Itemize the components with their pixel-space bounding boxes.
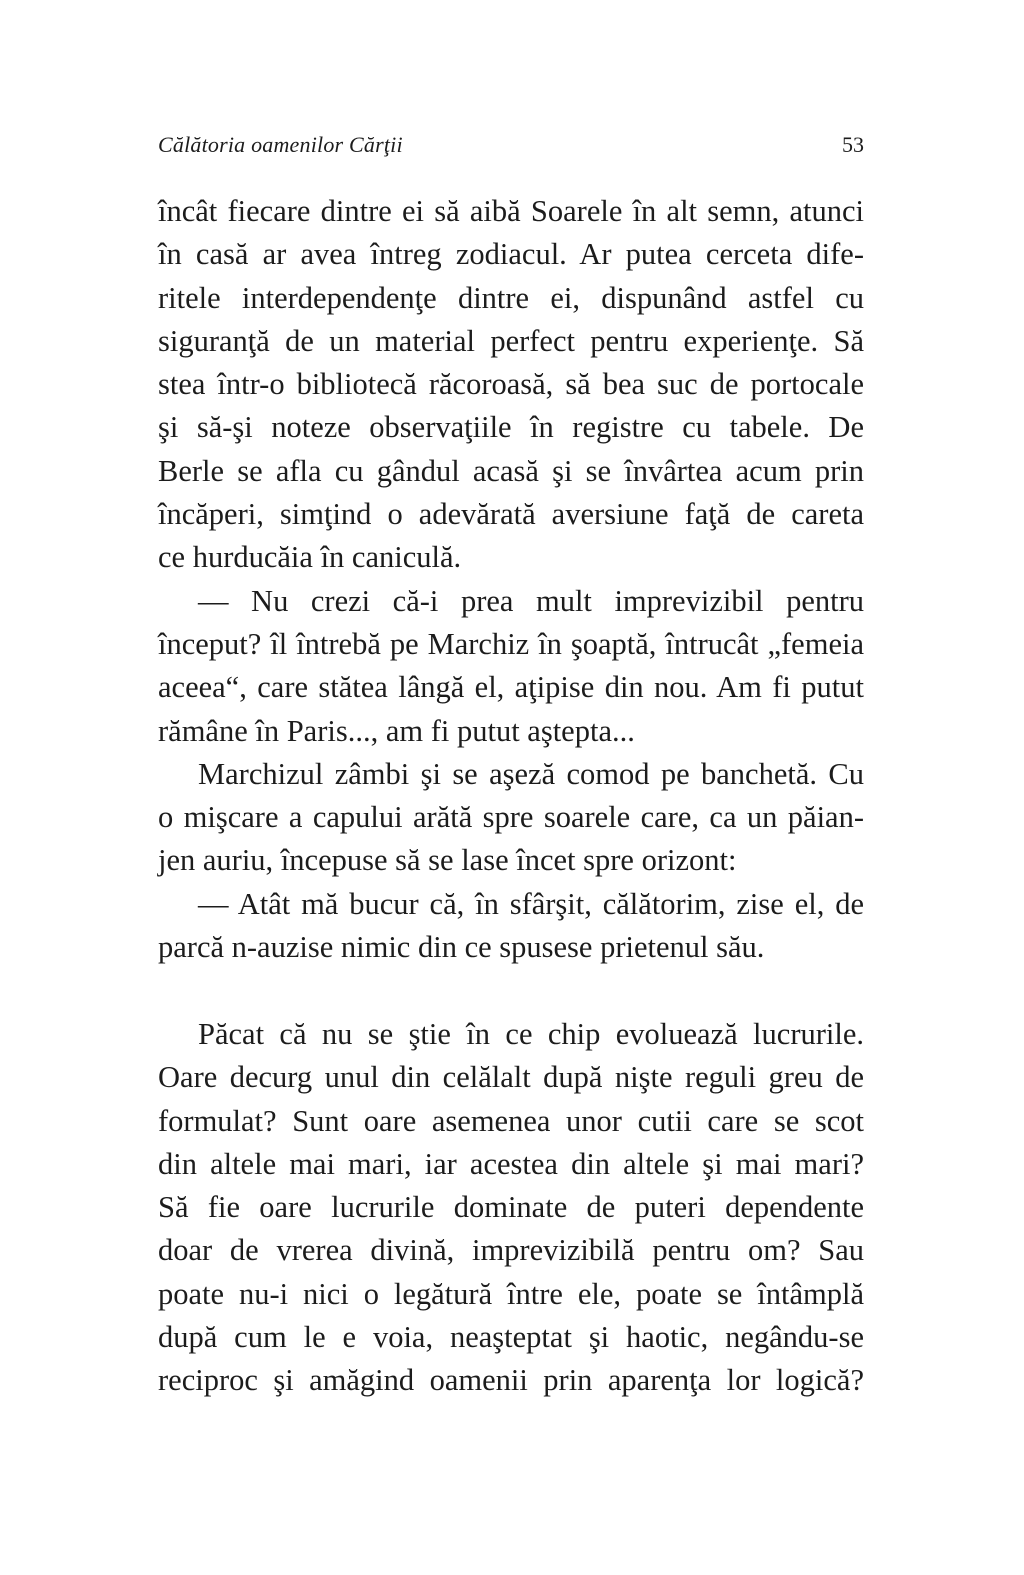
text-line: formulat? Sunt oare asemenea unor cutii care se scot bbox=[158, 1103, 864, 1138]
text-line: Berle se afla cu gândul acasă şi se învârtea acum prin bbox=[158, 453, 864, 488]
text-line: şi să-şi noteze observaţiile în registre cu tabele. De bbox=[158, 410, 864, 445]
text-line: în casă ar avea întreg zodiacul. Ar putea cerceta dife- bbox=[158, 237, 864, 272]
text-line: jen auriu, începuse să se lase încet spre orizont: bbox=[158, 843, 737, 878]
text-line: stea într-o bibliotecă răcoroasă, să bea suc de portocale bbox=[158, 367, 864, 402]
page-number: 53 bbox=[842, 132, 864, 157]
text-line: după cum le e voia, neaşteptat şi haotic, negându-se bbox=[158, 1320, 864, 1355]
running-head bbox=[158, 132, 864, 164]
running-title: Călătoria oamenilor Cărţii bbox=[158, 132, 403, 157]
text-block-1 bbox=[158, 190, 864, 969]
text-line: început? îl întrebă pe Marchiz în şoaptă, întrucât „femeia bbox=[158, 626, 864, 661]
text-line: siguranţă de un material perfect pentru experienţe. Să bbox=[158, 323, 864, 358]
text-line: încăperi, simţind o adevărată aversiune faţă de careta bbox=[158, 497, 864, 532]
text-line: ritele interdependenţe dintre ei, dispunând astfel cu bbox=[158, 280, 864, 315]
text-line: Să fie oare lucrurile dominate de puteri dependente bbox=[158, 1190, 864, 1225]
text-line: încât fiecare dintre ei să aibă Soarele în alt semn, atunci bbox=[158, 194, 864, 228]
paragraph-start-line: Marchizul zâmbi şi se aşeză comod pe banchetă. Cu bbox=[198, 756, 864, 791]
text-block-2 bbox=[158, 1013, 864, 1403]
paragraph-start-line: Păcat că nu se ştie în ce chip evoluează lucrurile. bbox=[198, 1017, 864, 1051]
dialogue-line: — Nu crezi că-i prea mult imprevizibil pentru bbox=[198, 583, 864, 618]
text-line: reciproc şi amăgind oamenii prin aparenţa lor logică? bbox=[158, 1363, 864, 1398]
text-line: ce hurducăia în caniculă. bbox=[158, 540, 462, 575]
text-line: poate nu-i nici o legătură între ele, poate se întâmplă bbox=[158, 1276, 864, 1311]
dialogue-line: — Atât mă bucur că, în sfârşit, călătorim, zise el, de bbox=[198, 886, 864, 921]
text-line: Oare decurg unul din celălalt după nişte reguli greu de bbox=[158, 1060, 864, 1095]
text-line: o mişcare a capului arătă spre soarele care, ca un păian- bbox=[158, 800, 864, 835]
text-line: parcă n-auzise nimic din ce spusese prietenul său. bbox=[158, 930, 765, 965]
text-line: aceea“, care stătea lângă el, aţipise din nou. Am fi putut bbox=[158, 670, 864, 705]
text-line: doar de vrerea divină, imprevizibilă pentru om? Sau bbox=[158, 1233, 864, 1268]
text-line: din altele mai mari, iar acestea din altele şi mai mari? bbox=[158, 1146, 864, 1181]
text-line: rămâne în Paris..., am fi putut aştepta... bbox=[158, 713, 635, 748]
